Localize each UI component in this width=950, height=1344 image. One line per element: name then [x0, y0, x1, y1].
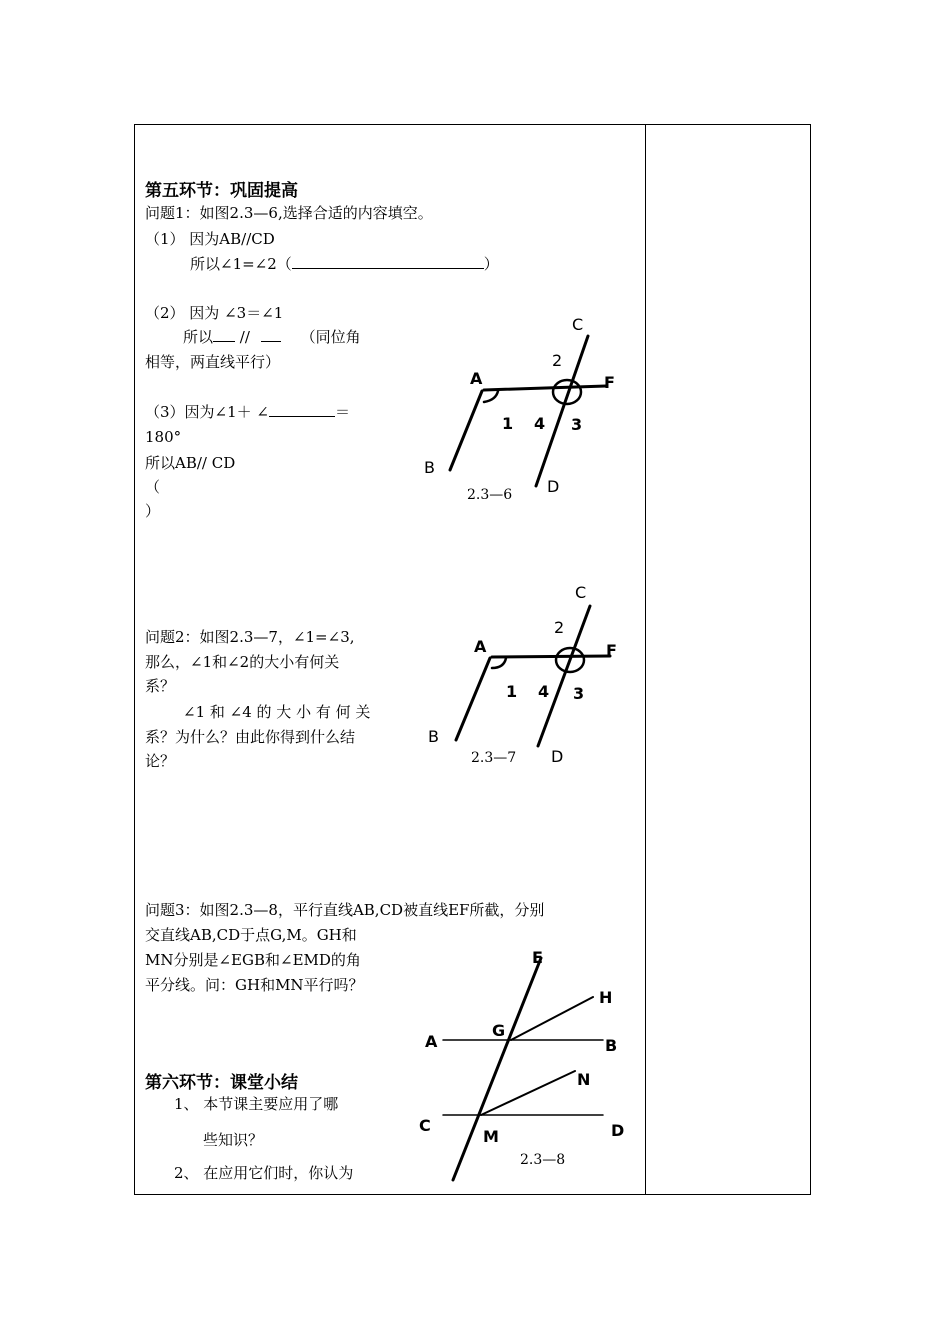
fig8-label-e: E: [532, 948, 543, 967]
q1-part1-blank[interactable]: [292, 254, 484, 269]
q2-line-2: 那么，∠1和∠2的大小有何关: [145, 653, 340, 671]
fig6-label-f: F: [604, 373, 615, 392]
q1-part2-text: 所以: [183, 328, 214, 346]
q1-part3-degrees: 180°: [145, 428, 182, 446]
fig8-line-ef: [453, 958, 541, 1180]
summary-item-1-cont: 些知识？: [203, 1131, 264, 1149]
fig7-label-2: 2: [554, 618, 565, 637]
q3-line-3: MN分别是∠EGB和∠EMD的角: [145, 951, 361, 969]
q1-part3-reason-close: ）: [145, 502, 161, 520]
fig6-label-1: 1: [502, 414, 514, 433]
q3-line-2: 交直线AB,CD于点G,M。GH和: [145, 926, 357, 944]
fig6-label-d: D: [547, 477, 560, 496]
fig8-label-c: C: [419, 1116, 431, 1135]
q1-intro: 问题1：如图2.3—6,选择合适的内容填空。: [145, 204, 433, 222]
fig7-label-d: D: [551, 747, 564, 766]
q1-part2-given: （2） 因为 ∠3＝∠1: [145, 304, 284, 322]
fig6-label-4: 4: [534, 414, 546, 433]
fig6-angle1-arc: [484, 391, 498, 402]
q1-part2-conclusion: [183, 327, 361, 347]
q1-part1-text: 所以∠1=∠2（: [190, 255, 292, 273]
fig7-label-3: 3: [573, 684, 585, 703]
q1-part3-conclusion: 所以AB// CD: [145, 454, 236, 472]
fig6-label-3: 3: [571, 415, 583, 434]
q1-part3-reason-open: （: [145, 478, 161, 496]
q1-part3-blank[interactable]: [269, 402, 335, 417]
fig7-caption: 2.3—7: [471, 750, 517, 766]
fig7-label-4: 4: [538, 682, 550, 701]
fig6-label-2: 2: [552, 351, 563, 370]
fig7-angle1-arc: [492, 658, 506, 668]
q1-part1-given: （1） 因为AB//CD: [145, 230, 275, 248]
fig7-label-a: A: [474, 637, 487, 656]
q1-part3-text: （3）因为∠1＋ ∠: [145, 403, 269, 421]
fig6-line-af: [484, 386, 606, 390]
q1-part2-reason: （同位角: [300, 328, 361, 346]
fig8-caption: 2.3—8: [520, 1152, 566, 1168]
fig7-line-af: [492, 656, 610, 657]
q1-part1-conclusion: [190, 254, 499, 274]
q3-line-4: 平分线。问：GH和MN平行吗？: [145, 976, 364, 994]
q1-part3-given: [145, 402, 350, 422]
q2-line-5: 系？为什么？由此你得到什么结: [145, 728, 356, 746]
q1-part1-close: ）: [483, 255, 499, 273]
section6-heading: 第六环节：课堂小结: [145, 1073, 298, 1093]
fig7-line-ab: [456, 658, 490, 740]
q1-part3-equals: ＝: [335, 403, 351, 421]
figure-2-3-6: [420, 310, 620, 505]
fig8-label-m: M: [483, 1127, 499, 1146]
q2-line-3: 系？: [145, 677, 176, 695]
fig8-label-h: H: [599, 988, 613, 1007]
q1-part2-blank-1[interactable]: [213, 327, 235, 342]
fig6-caption: 2.3—6: [467, 487, 513, 503]
q2-line-6: 论？: [145, 752, 176, 770]
summary-item-1: 1、 本节课主要应用了哪: [174, 1095, 339, 1113]
fig7-label-f: F: [606, 641, 617, 660]
fig8-label-n: N: [577, 1070, 591, 1089]
fig8-label-a: A: [425, 1032, 438, 1051]
fig6-label-a: A: [470, 369, 483, 388]
q1-part2-blank-2[interactable]: [261, 327, 281, 342]
summary-item-2: 2、 在应用它们时，你认为: [174, 1164, 354, 1182]
q2-line-1: 问题2：如图2.3—7，∠1=∠3,: [145, 628, 355, 646]
section5-heading: 第五环节：巩固提高: [145, 181, 298, 201]
figure-2-3-7: [420, 580, 620, 770]
figure-2-3-8: [415, 945, 640, 1190]
fig8-label-b: B: [605, 1036, 618, 1055]
fig6-label-b: B: [424, 458, 435, 477]
fig7-label-c: C: [575, 583, 587, 602]
q3-line-1: 问题3：如图2.3—8，平行直线AB,CD被直线EF所截，分别: [145, 901, 545, 919]
column-divider: [645, 124, 646, 1195]
fig6-label-c: C: [572, 315, 584, 334]
fig7-label-1: 1: [506, 682, 518, 701]
q2-line-4: ∠1 和 ∠4 的 大 小 有 何 关: [183, 703, 371, 721]
q1-part2-reason-end: 相等，两直线平行）: [145, 353, 281, 371]
fig6-line-ab: [450, 391, 482, 470]
fig8-label-g: G: [492, 1021, 506, 1040]
fig7-label-b: B: [428, 727, 439, 746]
q1-part2-parallel: //: [235, 328, 255, 346]
fig8-label-d: D: [611, 1121, 625, 1140]
